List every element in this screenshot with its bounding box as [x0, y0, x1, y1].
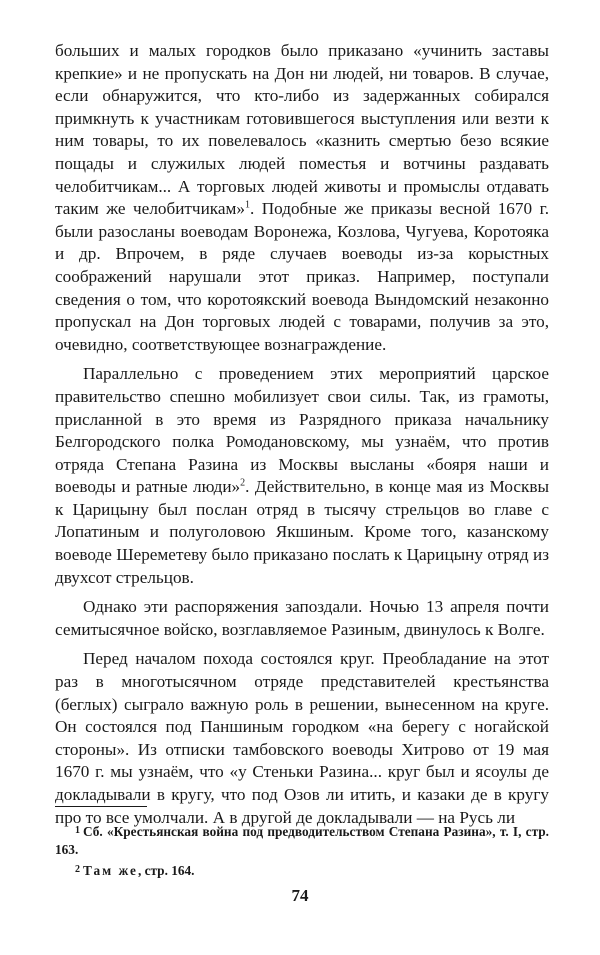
paragraph-2-text: Параллельно с проведением этих мероприятий царское правительство спешно мобилизует свои силы. Так, из грамоты, присланной в это время из Разрядного приказа начальнику Белгородского полка Ромодановскому, мы узнаём, что против отряда Степана Разина из Москвы высланы «бояря наши и воеводы и ратные люди»: [55, 364, 549, 497]
paragraph-1-text-continued: . Подобные же приказы весной 1670 г. были разосланы воеводам Воронежа, Козлова, Чугуева, Коротояка и др. Впрочем, в ряде случаев воеводы из-за корыстных соображений нарушали этот приказ. Например, поступали сведения о том, что коротоякский воевода Вындомский незаконно пропускал на Дон торговых людей с товарами, получив за это, очевидно, соответствующее вознаграждение.: [55, 199, 549, 354]
footnote-divider: [55, 806, 147, 807]
footnote-ref-1[interactable]: 1: [244, 199, 250, 211]
footnote-2: [55, 861, 549, 880]
footnote-2-lead: Там же: [83, 863, 138, 878]
paragraph-1: [55, 40, 549, 356]
footnote-1: [55, 822, 549, 858]
footnote-1-text: Сб. «Крестьянская война под предводительством Степана Разина», т. I, стр. 163.: [55, 824, 549, 857]
paragraph-2: [55, 363, 549, 589]
body-text: [55, 40, 549, 829]
footnotes: [55, 822, 549, 880]
paragraph-1-text: больших и малых городков было приказано «учинить заставы крепкие» и не пропускать на Дон ни людей, ни товаров. В случае, если обнаружится, что кто-либо из задержанных собирался примкнуть к участникам готовившегося выступления или везти к ним товары, то их повелевалось «казнить смертью безо всякие пощады и служилых людей поместья и вотчины раздавать челобитчикам... А торговых людей животы и промыслы отдавать таким же челобитчикам»: [55, 41, 549, 219]
paragraph-2-text-continued: . Действительно, в конце мая из Москвы к Царицыну был послан отряд в тысячу стрельцов во главе с Лопатиным и полуголовою Якшиным. Кроме того, казанскому воеводе Шереметеву было приказано послать к Царицыну отряд из двухсот стрельцов.: [55, 477, 549, 587]
footnote-2-mark: 2: [75, 864, 80, 875]
paragraph-3: Однако эти распоряжения запоздали. Ночью 13 апреля почти семитысячное войско, возглавляемое Разиным, двинулось к Волге.: [55, 597, 549, 639]
footnote-2-text: , стр. 164.: [137, 863, 195, 878]
page-number: 74: [291, 886, 309, 905]
footnote-1-mark: 1: [75, 825, 80, 836]
paragraph-4: Перед началом похода состоялся круг. Преобладание на этот раз в многотысячном отряде представителей крестьянства (беглых) сыграло важную роль в решении, вынесенном на круге. Он состоялся под Паншиным городком «на берегу с ногайской стороны». Из отписки тамбовского воеводы Хитрово от 19 мая 1670 г. мы узнаём, что «у Стеньки Разина... круг был и ясоулы де докладывали в кругу, что под Озов ли итить, и казаки де в кругу про то все умолчали. А в другой де докладывали — на Русь ли: [55, 649, 549, 827]
footnote-ref-2[interactable]: 2: [240, 477, 246, 489]
page-content: [55, 40, 549, 829]
